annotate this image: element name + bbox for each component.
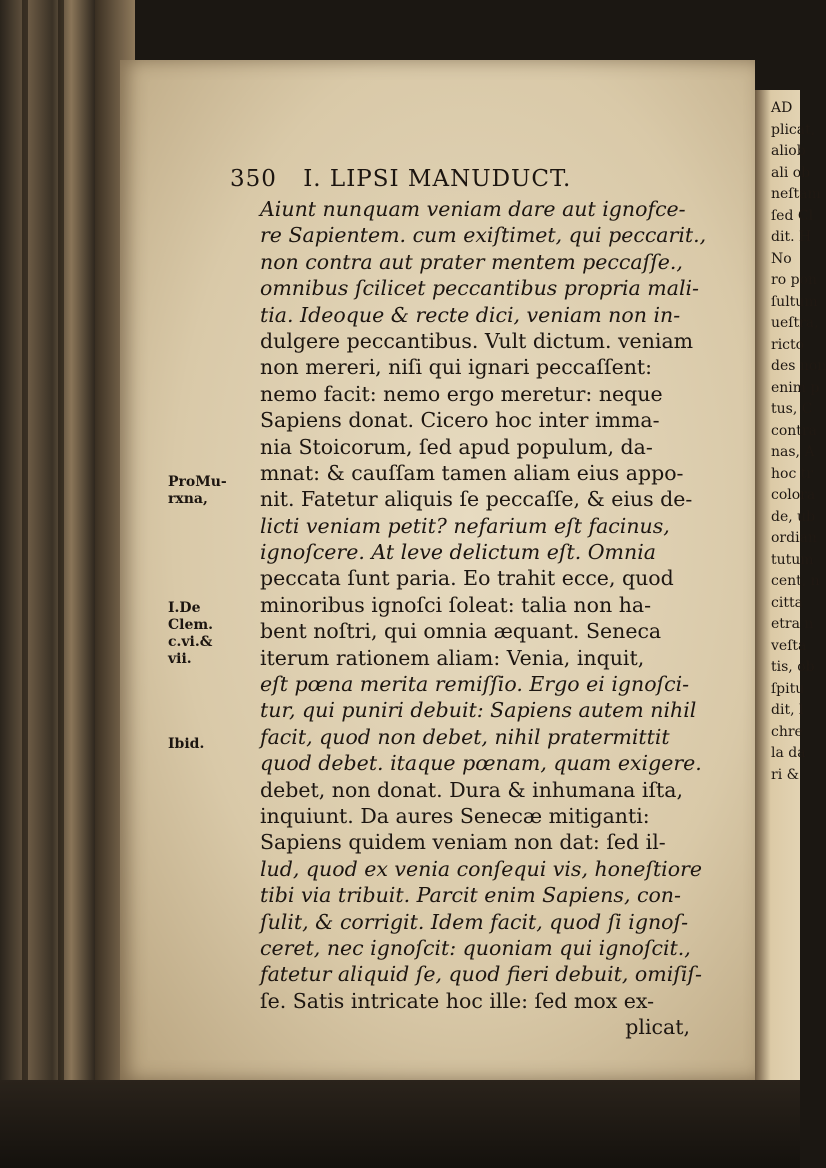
page-header — [230, 166, 650, 196]
facing-line-fragment: plicat, — [771, 121, 816, 138]
text-line: peccata ſunt paria. Eo trahit ecce, quod — [260, 566, 674, 591]
facing-line-fragment: dit. H — [771, 229, 812, 245]
facing-line-fragment: tis, ob — [771, 659, 815, 675]
text-line: tia. Ideoque & recte dici, veniam non in- — [260, 302, 681, 327]
text-line: tibi via tribuit. Parcit enim Sapiens, con- — [260, 883, 681, 908]
text-line: lud, quod ex venia conſequi vis, honeſtiore — [260, 856, 703, 881]
margin-note-line: ProMu- — [168, 474, 227, 490]
text-line: licti veniam petit? nefarium eſt facinus, — [260, 513, 670, 538]
facing-line-fragment: contra — [771, 422, 817, 439]
facing-line-fragment: tus, C — [771, 401, 813, 417]
facing-line-fragment: enim p — [771, 379, 820, 396]
text-line: inquiunt. Da aures Senecæ mitiganti: — [260, 803, 650, 828]
facing-line-fragment: ueſtra, — [771, 315, 819, 331]
page-number: 350 — [230, 166, 277, 192]
facing-line-fragment: tutum — [771, 551, 814, 568]
text-line: nia Stoicorum, ſed apud populum, da- — [260, 434, 653, 459]
running-title: I. LIPSI MANUDUCT. — [303, 166, 572, 192]
text-line: ignoſcere. At leve delictum eſt. Omnia — [260, 540, 656, 565]
margin-note-ibid — [168, 736, 250, 753]
text-line: Aiunt nunquam veniam dare aut ignofce- — [260, 197, 686, 221]
text-line: omnibus ſcilicet peccantibus propria mali- — [260, 276, 699, 301]
desk-background — [0, 1080, 800, 1168]
margin-note-promue — [168, 474, 250, 508]
facing-line-fragment: des non — [771, 358, 826, 374]
text-line: ſe. Satis intricate hoc ille: ſed mox ex- — [260, 988, 655, 1013]
margin-note-line: rxna, — [168, 491, 208, 507]
text-line: mnat: & cauſſam tamen aliam eius appo- — [260, 460, 684, 485]
facing-line-fragment: hoc tr — [771, 465, 814, 482]
margin-note-line: I.De — [168, 600, 201, 616]
facing-line-fragment: ri & — [771, 766, 800, 783]
text-line: plicat, — [625, 1015, 690, 1040]
margin-note-de-clementia — [168, 600, 250, 668]
text-line: ceret, nec ignoſcit: quoniam qui ignoſcit., — [260, 935, 691, 960]
text-line: tur, qui puniri debuit: Sapiens autem nihil — [260, 698, 697, 723]
facing-line-fragment: veſta — [771, 637, 807, 654]
text-line: fatetur aliquid ſe, quod fieri debuit, omiſiſ- — [260, 962, 702, 987]
text-line: ſulit, & corrigit. Idem facit, quod ſi ignoſ- — [260, 909, 688, 934]
facing-line-fragment: etra n — [771, 616, 814, 632]
margin-note-line: Clem. — [168, 617, 214, 633]
margin-note-line: c.vi.& — [168, 634, 213, 650]
facing-line-fragment: ſed Cl — [771, 207, 814, 224]
facing-line-fragment: de, ub — [771, 508, 816, 525]
facing-line-fragment: colora — [771, 487, 816, 503]
facing-line-fragment: aliob — [771, 143, 806, 159]
facing-page-text — [771, 98, 826, 786]
text-line: eſt pœna merita remiſſio. Ergo ei ignoſci- — [260, 672, 690, 697]
facing-line-fragment: nas, A — [771, 444, 815, 460]
text-line: iterum rationem aliam: Venia, inquit, — [260, 645, 645, 670]
facing-line-fragment: ro pon — [771, 272, 817, 288]
facing-line-fragment: No — [771, 250, 792, 267]
text-line: nemo facit: nemo ergo meretur: neque — [260, 381, 663, 406]
facing-line-fragment: cent, n — [771, 573, 820, 589]
facing-line-fragment: ordian — [771, 530, 817, 546]
text-line: quod debet. itaque pœnam, quam exigere. — [260, 751, 702, 776]
text-line: Sapiens quidem veniam non dat: ſed il- — [260, 830, 666, 855]
book-spine — [0, 0, 95, 1168]
facing-line-fragment: neſtam — [771, 186, 821, 202]
text-line: nit. Fatetur aliquis ſe peccaſſe, & eius de- — [260, 487, 693, 512]
spine-fold — [58, 0, 64, 1168]
margin-note-line: vii. — [168, 651, 192, 667]
facing-line-fragment: la da — [771, 745, 806, 761]
text-line: dulgere peccantibus. Vult dictum. veniam — [260, 328, 694, 353]
spine-fold — [22, 0, 28, 1168]
facing-line-fragment: dit, l — [771, 702, 804, 718]
facing-line-fragment: ſpitu — [771, 680, 805, 697]
text-line: Sapiens donat. Cicero hoc inter imma- — [260, 408, 660, 433]
facing-line-fragment: AD — [771, 100, 793, 116]
facing-line-fragment: ricto — [771, 336, 805, 353]
facing-line-fragment: ali ob — [771, 164, 811, 181]
facing-line-fragment: ſultum — [771, 293, 818, 310]
text-line: bent noſtri, qui omnia æquant. Seneca — [260, 619, 662, 644]
facing-line-fragment: chre — [771, 723, 803, 740]
text-line: minoribus ignoſci ſoleat: talia non ha- — [260, 592, 652, 617]
margin-note-line: Ibid. — [168, 736, 205, 752]
text-line: re Sapientem. cum exiſtimet, qui peccarit., — [260, 223, 707, 248]
text-line: non mereri, niſi qui ignari peccaſſent: — [260, 355, 653, 380]
text-line: debet, non donat. Dura & inhumana iſta, — [260, 777, 684, 802]
facing-line-fragment: citta — [771, 594, 803, 611]
main-text-block — [260, 196, 720, 1041]
text-line: non contra aut prater mentem peccaſſe., — [260, 249, 683, 274]
facing-page — [755, 90, 826, 1090]
text-line: facit, quod non debet, nihil pratermittit — [260, 724, 670, 749]
